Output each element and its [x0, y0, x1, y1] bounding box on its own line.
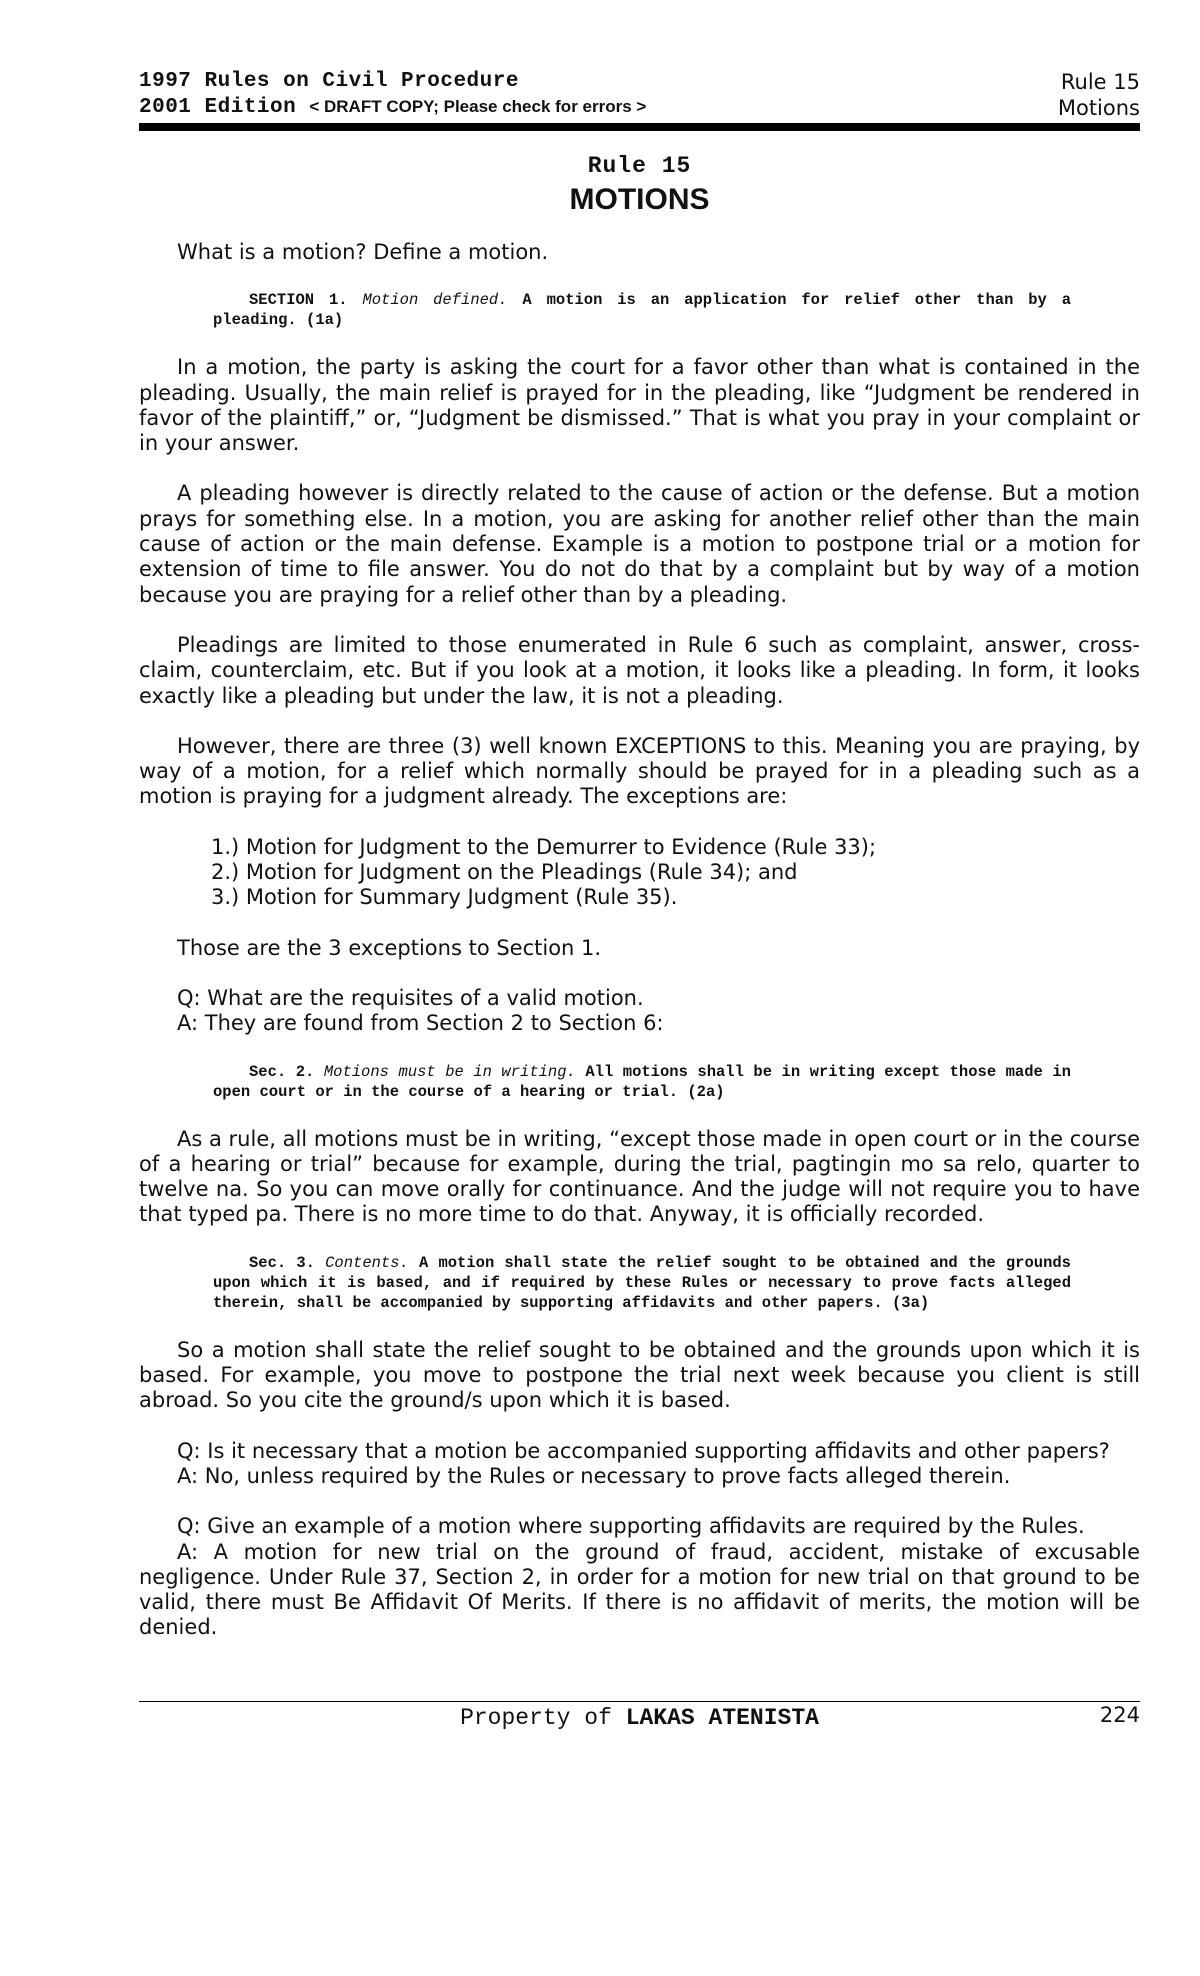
section-2-title: Motions must be in writing. — [323, 1062, 576, 1081]
header-edition — [139, 96, 646, 119]
section-3-title: Contents. — [325, 1253, 409, 1272]
qa1-question: Q: What are the requisites of a valid motion. — [177, 985, 644, 1010]
section-2-quote — [213, 1062, 1071, 1102]
qa2-answer: A: No, unless required by the Rules or necessary to prove facts alleged therein. — [177, 1463, 1011, 1488]
list-item: 1.) Motion for Judgment to the Demurrer to Evidence (Rule 33); — [211, 834, 877, 859]
paragraph-6: As a rule, all motions must be in writing, “except those made in open court or in the course of a hearing or trial” because for example, during the trial, pagtingin mo sa relo, quarter to twelve na. So you can move orally for continuance. And the judge will not require you to have that typed pa. There is no more time to do that. Anyway, it is officially recorded. — [139, 1126, 1140, 1227]
footer-owner: LAKAS ATENISTA — [625, 1705, 819, 1731]
paragraph-7: So a motion shall state the relief sought to be obtained and the grounds upon which it is based. For example, you move to postpone the trial next week because you client is still abroad. So you cite the ground/s upon which it is based. — [139, 1337, 1140, 1413]
footer-property — [139, 1705, 1140, 1731]
header-rule-number: Rule 15 — [1060, 70, 1140, 94]
question-define: What is a motion? Define a motion. — [177, 240, 549, 264]
qa1-answer: A: They are found from Section 2 to Section 6: — [177, 1011, 664, 1036]
section-1-label: SECTION 1. — [249, 291, 348, 310]
section-1-text: A motion is an application for relief other than by a pleading. (1a) — [213, 291, 1072, 330]
paragraph-1: In a motion, the party is asking the court for a favor other than what is contained in the pleading. Usually, the main relief is prayed for in the pleading, like “Judgment be rendered in favor of the plaintiff,” or, “Judgment be dismissed.” That is what you pray in your complaint or in your answer. — [139, 355, 1140, 456]
rule-heading: MOTIONS — [569, 183, 710, 216]
section-1-quote — [213, 290, 1071, 330]
section-1-title: Motion defined. — [362, 291, 508, 310]
header-rule-topic: Motions — [1057, 96, 1140, 120]
list-item: 3.) Motion for Summary Judgment (Rule 35). — [211, 885, 678, 910]
qa3-answer: A: A motion for new trial on the ground of fraud, accident, mistake of excusable negligence. Under Rule 37, Section 2, in order for a motion for new trial on that ground to be valid, there must Be Affidavit Of Merits. If there is no affidavit of merits, the motion will be denied. — [139, 1539, 1140, 1640]
section-3-quote — [213, 1253, 1071, 1313]
header-edition-text: 2001 Edition — [139, 96, 297, 119]
exceptions-list — [211, 835, 1140, 911]
document-body — [139, 240, 1140, 1641]
paragraph-2: A pleading however is directly related to the cause of action or the defense. But a motion prays for something else. In a motion, you are asking for another relief other than the main cause of action or the main defense. Example is a motion to postpone trial or a motion for extension of time to file answer. You do not do that by a complaint but by way of a motion because you are praying for a relief other than by a pleading. — [139, 481, 1140, 607]
paragraph-3: Pleadings are limited to those enumerated in Rule 6 such as complaint, answer, cross-claim, counterclaim, etc. But if you look at a motion, it looks like a pleading. In form, it looks exactly like a pleading but under the law, it is not a pleading. — [139, 632, 1140, 708]
section-2-text: All motions shall be in writing except those made in open court or in the course of a hearing or trial. (2a) — [213, 1062, 1071, 1101]
qa2-question: Q: Is it necessary that a motion be accompanied supporting affidavits and other papers? — [177, 1438, 1110, 1463]
page-number: 224 — [1099, 1703, 1140, 1727]
header-divider — [139, 123, 1140, 131]
section-2-label: Sec. 2. — [249, 1062, 315, 1081]
section-3-label: Sec. 3. — [249, 1253, 315, 1272]
footer-prefix: Property of — [460, 1705, 612, 1731]
header-draft-note: < DRAFT COPY; Please check for errors > — [309, 97, 647, 116]
section-3-text: A motion shall state the relief sought to be obtained and the grounds upon which it is based, and if required by these Rules or necessary to prove facts alleged therein, shall be accompanied by supporting affidavits and other papers. (3a) — [213, 1253, 1071, 1312]
page-header — [139, 70, 1140, 122]
page-footer — [139, 1705, 1140, 1735]
rule-number-title: Rule 15 — [587, 153, 692, 179]
list-item: 2.) Motion for Judgment on the Pleadings (Rule 34); and — [211, 860, 798, 885]
paragraph-5: Those are the 3 exceptions to Section 1. — [177, 935, 602, 960]
qa3-question: Q: Give an example of a motion where supporting affidavits are required by the Rules. — [177, 1514, 1085, 1539]
footer-divider — [139, 1701, 1140, 1702]
header-book-title: 1997 Rules on Civil Procedure — [139, 70, 519, 93]
paragraph-4: However, there are three (3) well known EXCEPTIONS to this. Meaning you are praying, by way of a motion, for a relief which normally should be prayed for in a pleading such as a motion is praying for a judgment already. The exceptions are: — [139, 733, 1140, 809]
